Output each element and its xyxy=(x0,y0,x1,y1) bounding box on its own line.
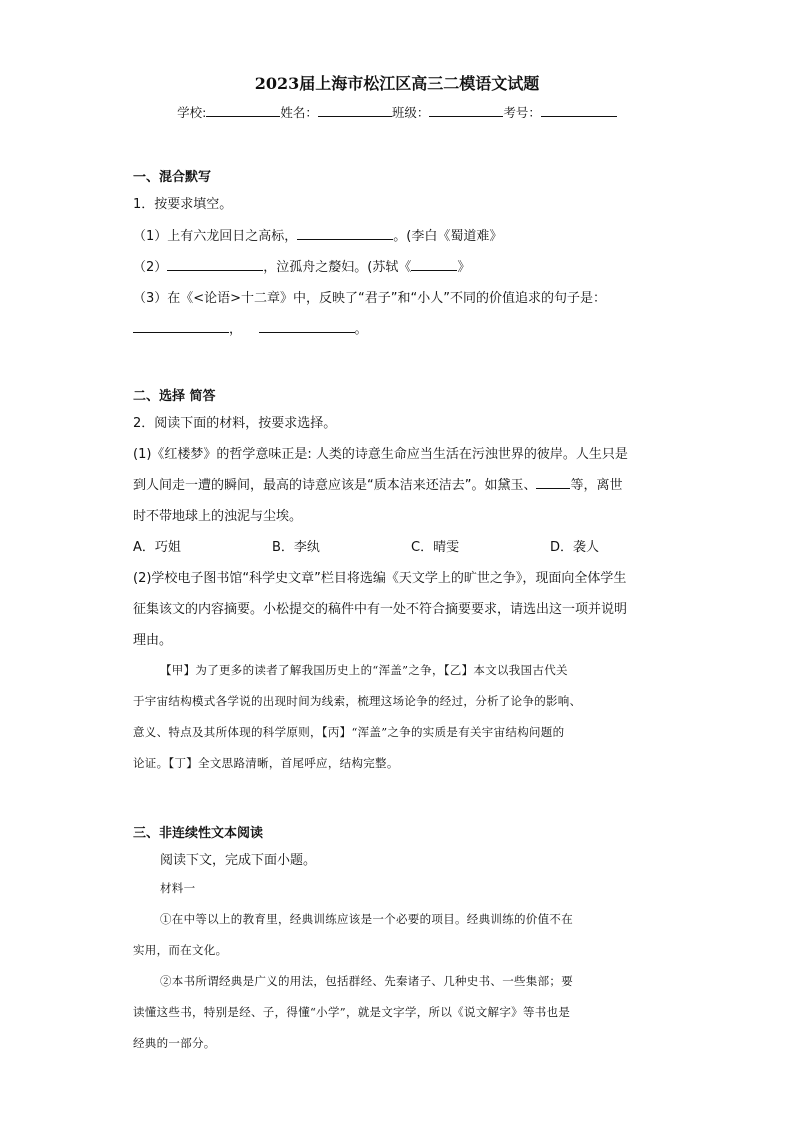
q2-p2-line2: 征集该文的内容摘要。小松提交的稿件中有一处不符合摘要要求，请选出这一项并说明 xyxy=(133,602,628,617)
q2-p2-line1: (2)学校电子图书馆“科学史文章”栏目将选编《天文学上的旷世之争》，现面向全体学生 xyxy=(133,571,627,586)
exam-no-label: 考号： xyxy=(503,105,541,120)
q1-part2 xyxy=(133,256,470,275)
option-b[interactable]: B．李纨 xyxy=(272,540,320,555)
q2-p1-line2-end: 等，离世 xyxy=(570,478,623,493)
abstract-line-1: 【甲】为了更多的读者了解我国历史上的“浑盖”之争，【乙】本文以我国古代关 xyxy=(160,663,568,677)
q1-part3-sep: ， xyxy=(229,322,243,337)
q1-part3-answers xyxy=(133,318,368,337)
q1-part2-title-blank[interactable] xyxy=(411,258,457,271)
q2-p1-line2 xyxy=(133,474,623,493)
class-blank[interactable] xyxy=(429,104,503,117)
option-c[interactable]: C．晴雯 xyxy=(411,540,460,555)
material-1-label: 材料一 xyxy=(160,881,196,895)
abstract-line-2: 于宇宙结构模式各学说的出现时间为线索，梳理这场论争的经过，分析了论争的影响、 xyxy=(133,694,582,708)
q2-p1-line3: 时不带地球上的浊泥与尘埃。 xyxy=(133,509,303,524)
q2-p2-line3: 理由。 xyxy=(133,633,173,648)
student-info-line xyxy=(0,103,794,121)
abstract-line-4: 论证。【丁】全文思路清晰，首尾呼应，结构完整。 xyxy=(133,756,399,770)
q2-p1-line1: (1)《红楼梦》的哲学意味正是: 人类的诗意生命应当生活在污浊世界的彼岸。人生只是 xyxy=(133,447,628,462)
q1-part2-blank[interactable] xyxy=(167,258,263,271)
option-a[interactable]: A．巧姐 xyxy=(133,540,181,555)
q1-part2-close: 》 xyxy=(457,260,471,275)
q1-part3: （3）在《<论语>十二章》中，反映了“君子”和“小人”不同的价值追求的句子是： xyxy=(133,291,606,306)
class-label: 班级： xyxy=(391,105,430,120)
section-heading-3: 三、非连续性文本阅读 xyxy=(133,826,264,841)
name-blank[interactable] xyxy=(318,104,392,117)
exam-no-blank[interactable] xyxy=(541,104,617,117)
q1-part2-text: ，泣孤舟之嫠妇。(苏轼《 xyxy=(263,260,412,275)
q1-part3-blank-1[interactable] xyxy=(133,320,229,333)
q1-part1-blank[interactable] xyxy=(297,227,393,240)
question-1-stem: 1．按要求填空。 xyxy=(133,197,233,212)
section-heading-1: 一、混合默写 xyxy=(133,170,212,185)
q1-part1-text: （1）上有六龙回日之高标， xyxy=(133,229,298,244)
material-1-para1-line1: ①在中等以上的教育里，经典训练应该是一个必要的项目。经典训练的价值不在 xyxy=(160,912,573,926)
page-title: 2023届上海市松江区高三二模语文试题 xyxy=(254,74,540,93)
name-label: 姓名： xyxy=(280,105,318,120)
q1-part3-blank-2[interactable] xyxy=(259,320,355,333)
q1-part3-end: 。 xyxy=(354,322,368,337)
question-2-stem: 2．阅读下面的材料，按要求选择。 xyxy=(133,416,337,431)
q1-part2-num: （2） xyxy=(133,260,168,275)
material-1-para2-line1: ②本书所谓经典是广义的用法，包括群经、先秦诸子、几种史书、一些集部；要 xyxy=(160,974,573,988)
material-1-para2-line2: 读懂这些书，特别是经、子，得懂“小学”，就是文字学，所以《说文解字》等书也是 xyxy=(133,1005,571,1019)
q1-part1-source: 。(李白《蜀道难》 xyxy=(393,229,503,244)
section-heading-2: 二、选择 简答 xyxy=(133,389,216,404)
school-blank[interactable] xyxy=(206,104,280,117)
q1-part1 xyxy=(133,225,502,244)
material-1-para1-line2: 实用，而在文化。 xyxy=(133,943,228,957)
q2-p1-blank[interactable] xyxy=(536,476,570,489)
abstract-line-3: 意义、特点及其所体现的科学原则，【丙】“浑盖”之争的实质是有关宇宙结构问题的 xyxy=(133,725,565,739)
school-label: 学校: xyxy=(177,105,207,120)
material-1-para2-line3: 经典的一部分。 xyxy=(133,1036,216,1050)
option-d[interactable]: D．袭人 xyxy=(550,540,600,555)
q2-p1-line2-text: 到人间走一遭的瞬间，最高的诗意应该是“质本洁来还洁去”。如黛玉、 xyxy=(133,478,537,493)
section-3-intro: 阅读下文，完成下面小题。 xyxy=(160,853,317,868)
